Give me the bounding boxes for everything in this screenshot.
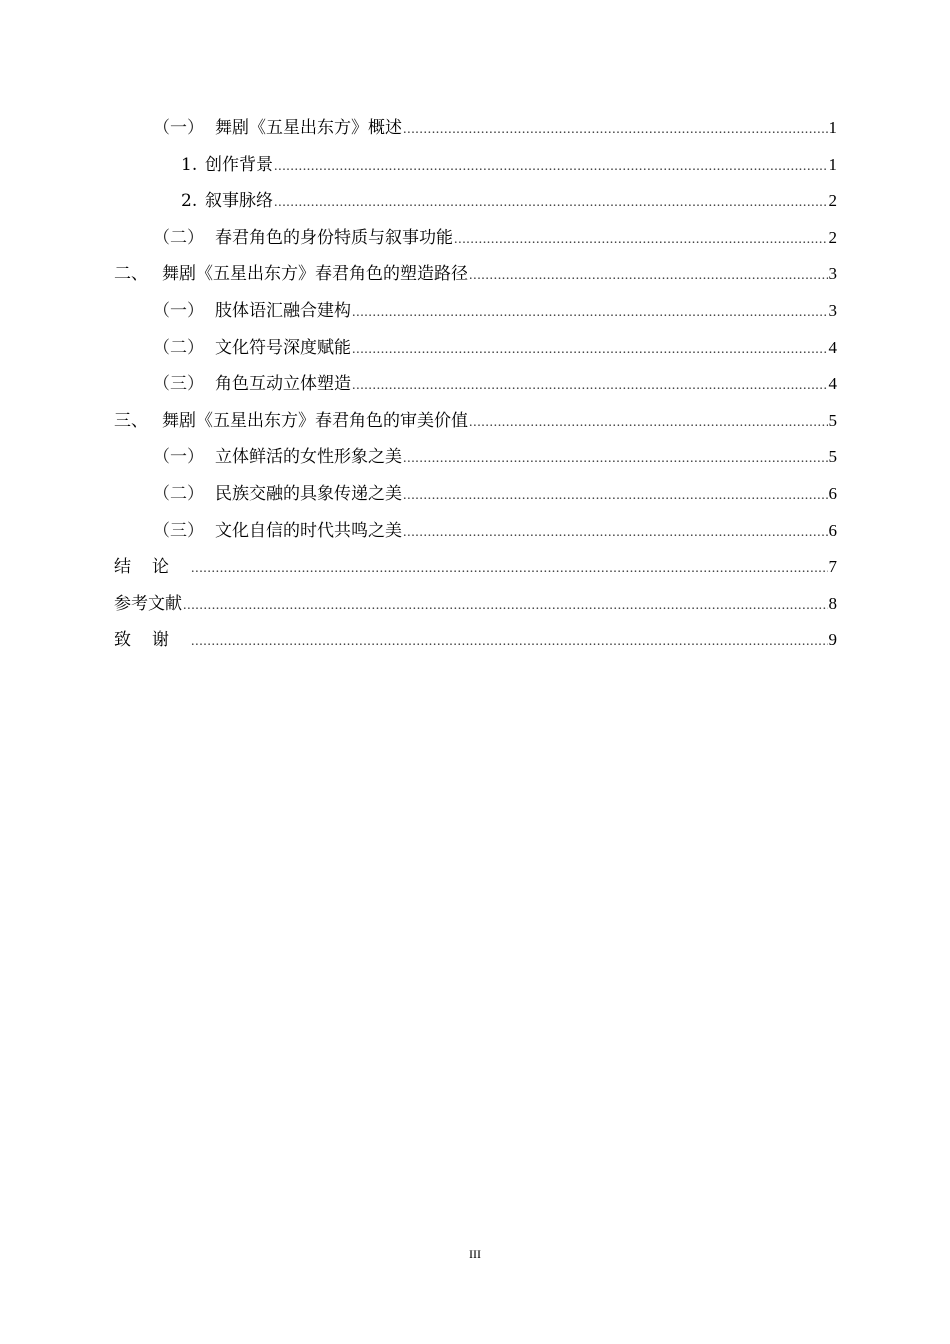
toc-entry-number: （三） bbox=[153, 374, 204, 395]
toc-entry-number: （二） bbox=[153, 483, 204, 504]
toc-entry-page: 3 bbox=[828, 264, 837, 284]
toc-entry-title: 参考文献 bbox=[114, 593, 182, 614]
toc-entry-number: （二） bbox=[153, 337, 204, 358]
toc-entry-page: 8 bbox=[828, 593, 837, 613]
toc-entry-page: 6 bbox=[828, 520, 837, 540]
toc-entry[interactable] bbox=[0, 147, 950, 184]
toc-entry-title: 立体鲜活的女性形象之美 bbox=[215, 447, 402, 468]
table-of-contents bbox=[0, 110, 950, 659]
toc-entry-number: （一） bbox=[153, 300, 204, 321]
toc-entry-title: 创作背景 bbox=[205, 154, 273, 175]
toc-entry-title: 民族交融的具象传递之美 bbox=[215, 483, 402, 504]
toc-entry-title: 舞剧《五星出东方》概述 bbox=[215, 118, 402, 138]
toc-entry[interactable] bbox=[0, 220, 950, 257]
toc-entry-page: 6 bbox=[828, 483, 837, 503]
dot-leader bbox=[352, 295, 828, 332]
dot-leader bbox=[191, 624, 828, 661]
dot-leader bbox=[403, 112, 828, 149]
toc-entry[interactable] bbox=[0, 513, 950, 550]
toc-entry[interactable] bbox=[0, 183, 950, 220]
toc-entry-number: 二、 bbox=[114, 264, 148, 285]
toc-entry-title: 肢体语汇融合建构 bbox=[215, 300, 351, 321]
toc-entry[interactable] bbox=[0, 293, 950, 330]
dot-leader bbox=[403, 441, 828, 478]
toc-entry-page: 2 bbox=[828, 191, 837, 211]
toc-entry-page: 3 bbox=[828, 300, 837, 320]
toc-entry[interactable] bbox=[0, 403, 950, 440]
toc-entry-page: 1 bbox=[828, 154, 837, 174]
dot-leader bbox=[183, 588, 828, 625]
toc-entry-page: 4 bbox=[828, 374, 837, 394]
toc-entry-page: 5 bbox=[828, 447, 837, 467]
dot-leader bbox=[469, 405, 828, 442]
toc-entry-title: 致谢 bbox=[114, 630, 190, 651]
dot-leader bbox=[191, 551, 828, 588]
toc-entry[interactable] bbox=[0, 110, 950, 147]
toc-entry-page: 5 bbox=[828, 410, 837, 430]
dot-leader bbox=[403, 515, 828, 552]
toc-entry-number: （二） bbox=[153, 227, 204, 248]
dot-leader bbox=[352, 332, 828, 369]
toc-entry-number: （三） bbox=[153, 520, 204, 541]
dot-leader bbox=[454, 222, 828, 259]
dot-leader bbox=[274, 185, 828, 222]
toc-entry[interactable] bbox=[0, 256, 950, 293]
dot-leader bbox=[403, 478, 828, 515]
toc-entry-title: 文化符号深度赋能 bbox=[215, 337, 351, 358]
toc-entry-title: 叙事脉络 bbox=[205, 191, 273, 212]
toc-entry-title: 角色互动立体塑造 bbox=[215, 374, 351, 395]
toc-entry-number: 2. bbox=[181, 191, 198, 212]
toc-entry-title: 舞剧《五星出东方》春君角色的塑造路径 bbox=[162, 264, 468, 285]
toc-entry-page: 7 bbox=[828, 557, 837, 577]
toc-entry-page: 2 bbox=[828, 227, 837, 247]
toc-entry-number: 1. bbox=[181, 154, 198, 175]
toc-entry-page: 4 bbox=[828, 337, 837, 357]
toc-entry[interactable] bbox=[0, 439, 950, 476]
dot-leader bbox=[352, 368, 828, 405]
toc-entry-title: 春君角色的身份特质与叙事功能 bbox=[215, 227, 453, 248]
toc-entry-references[interactable] bbox=[0, 586, 950, 623]
toc-entry-page: 1 bbox=[828, 118, 837, 137]
toc-entry-number: （一） bbox=[153, 447, 204, 468]
toc-entry-title: 文化自信的时代共鸣之美 bbox=[215, 520, 402, 541]
dot-leader bbox=[274, 149, 828, 186]
toc-entry[interactable] bbox=[0, 476, 950, 513]
page-footer-number: III bbox=[469, 1247, 481, 1261]
toc-entry-page: 9 bbox=[828, 630, 837, 650]
toc-entry-title: 结论 bbox=[114, 557, 190, 578]
toc-entry-title: 舞剧《五星出东方》春君角色的审美价值 bbox=[162, 410, 468, 431]
toc-entry-conclusion[interactable] bbox=[0, 549, 950, 586]
toc-entry[interactable] bbox=[0, 366, 950, 403]
toc-entry-acknowledgements[interactable] bbox=[0, 622, 950, 659]
toc-entry[interactable] bbox=[0, 330, 950, 367]
toc-entry-number: 三、 bbox=[114, 410, 148, 431]
toc-entry-number: （一） bbox=[153, 118, 204, 138]
dot-leader bbox=[469, 258, 828, 295]
